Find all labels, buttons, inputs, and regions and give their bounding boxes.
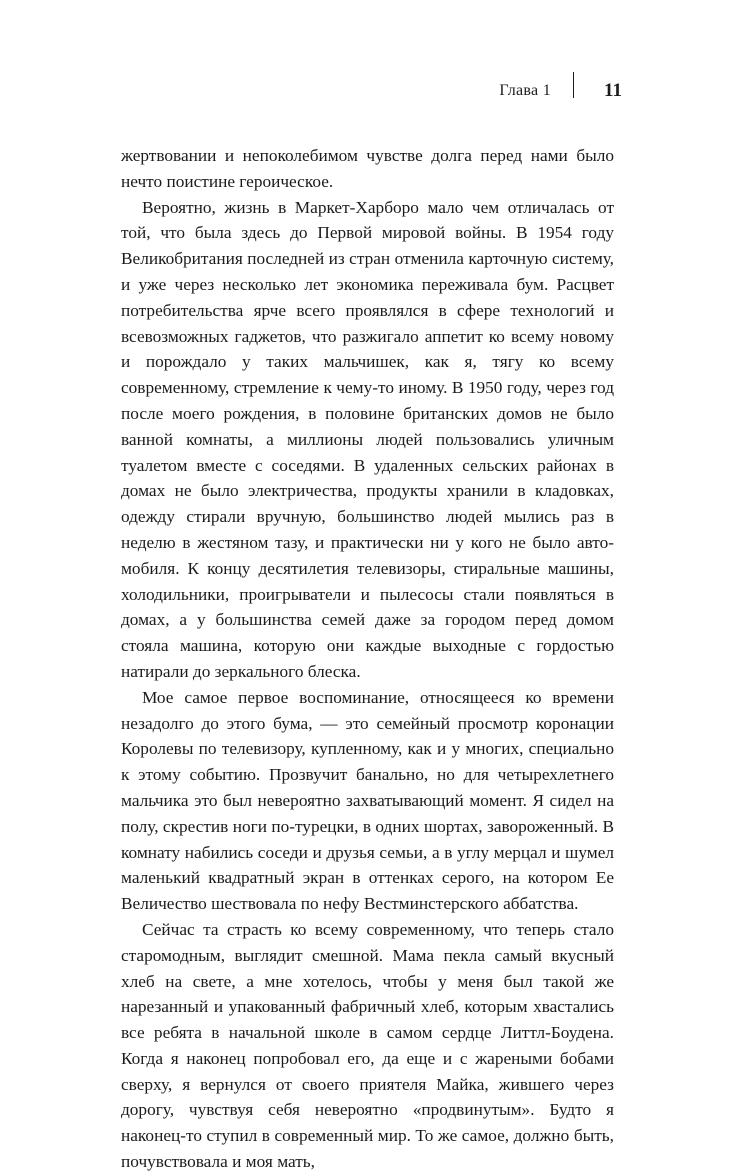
paragraph: Сейчас та страсть ко всему современному, что теперь стало старомодным, выглядит смешной. Мама пекла самый вкусный хлеб на свете, а мне хотелось, чтобы у меня был такой же нарезанный и упакованный фабричный хлеб, которым хвастались все ребята в начальной школе в самом сердце Литтл-Боудена. Когда я наконец попробовал его, да еще и с жареными бобами сверху, я вернулся от своего приятеля Майка, жившего через дорогу, чувствуя себя невероятно «продвинутым». Будто я наконец-то ступил в современный мир. То же самое, должно быть, почувствовала и моя мать, xyxy=(121,919,614,1172)
chapter-title: Глава 1 xyxy=(499,82,552,99)
paragraph: Вероятно, жизнь в Маркет-Харборо мало чем отличалась от той, что была здесь до Первой мировой войны. В 1954 году Великобритания последней из стран отменила карточную систему, и уже через несколько лет экономика переживала бум. Расцвет потребительства ярче всего проявлялся в сфере технологий и всевозможных гаджетов, что разжигало аппетит ко всему новому и порождало у таких мальчишек, как я, тягу ко всему современному, стремление к чему-то иному. В 1950 году, через год после моего рождения, в половине британских домов не было ванной комнаты, а миллионы людей пользовались уличным туалетом вместе с соседями. В удаленных сельских районах в домах не было электричества, продукты хранили в кладовках, одежду стирали вручную, большинство людей мылись раз в неделю в жестяном тазу, и практически ни у кого не было автомобиля. К концу десятилетия телевизоры, стиральные машины, холодильники, проигрыватели и пылесосы стали появляться в домах, а у большинства семей даже за городом перед домом стояла машина, которую они каждые выходные с гордостью натирали до зеркального блеска. xyxy=(121,197,614,681)
body-text xyxy=(121,143,614,1175)
paragraph-continued: жертвовании и непоколебимом чувстве долга перед нами было нечто поистине героическое. xyxy=(121,146,614,191)
paragraph: Мое самое первое воспоминание, относящееся ко времени незадолго до этого бума, — это семейный просмотр коронации Королевы по телевизору, купленному, как и у многих, специально к этому событию. Прозвучит банально, но для четырехлетнего мальчика это был невероятно захватывающий момент. Я сидел на полу, скрестив ноги по-турецки, в одних шортах, завороженный. В комнату набились соседи и друзья семьи, а в углу мерцал и шумел маленький квадратный экран в оттенках серого, на котором Ее Величество шествовала по нефу Вестминстерского аббатства. xyxy=(121,687,614,914)
running-head xyxy=(499,78,622,104)
page-number: 11 xyxy=(604,80,622,101)
header-divider xyxy=(573,72,574,98)
